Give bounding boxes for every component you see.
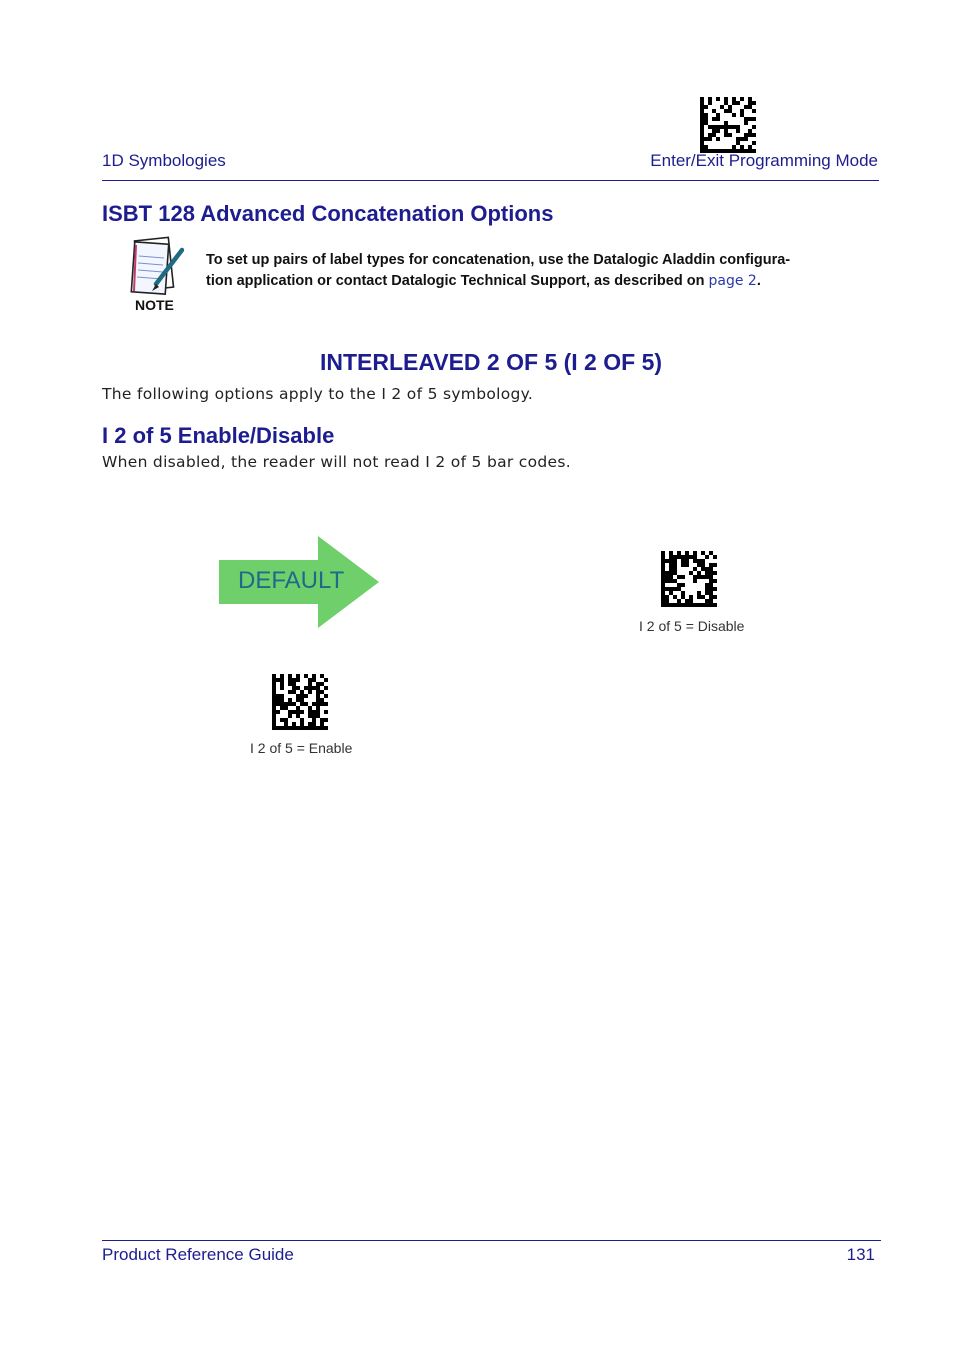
footer-page-number: 131 [846, 1245, 875, 1264]
section-title-isbt: ISBT 128 Advanced Concatenation Options [102, 201, 554, 226]
note-line-1: To set up pairs of label types for concatenation, use the Datalogic Aladdin configura- [206, 252, 791, 268]
section-title-interleaved: INTERLEAVED 2 OF 5 (I 2 OF 5) [319, 349, 663, 375]
header-section-label: 1D Symbologies [102, 151, 226, 170]
notepad-pen-icon [128, 236, 184, 296]
section-intro: The following options apply to the I 2 of 5 symbology. [102, 385, 534, 403]
disable-caption: I 2 of 5 = Disable [639, 618, 745, 634]
note-line-2-suffix: . [756, 273, 761, 289]
note-line-2 [206, 271, 826, 292]
default-label: DEFAULT [238, 567, 345, 594]
enable-caption: I 2 of 5 = Enable [250, 740, 353, 756]
note-line-2-prefix: tion application or contact Datalogic Technical Support, as described on [206, 273, 709, 289]
datamatrix-barcode-icon[interactable] [700, 97, 756, 153]
footer-guide-title: Product Reference Guide [102, 1245, 294, 1264]
section-title-enable-disable: I 2 of 5 Enable/Disable [102, 423, 335, 448]
note-label: NOTE [135, 297, 174, 313]
footer-rule [102, 1240, 881, 1241]
enable-datamatrix-barcode[interactable] [272, 674, 328, 730]
header-enter-exit-label: Enter/Exit Programming Mode [650, 151, 878, 170]
disable-datamatrix-barcode[interactable] [661, 551, 717, 607]
note-text [206, 250, 826, 292]
note-page-link[interactable]: page 2 [708, 273, 757, 289]
section-desc: When disabled, the reader will not read I 2 of 5 bar codes. [102, 453, 571, 471]
header-rule [102, 180, 879, 181]
